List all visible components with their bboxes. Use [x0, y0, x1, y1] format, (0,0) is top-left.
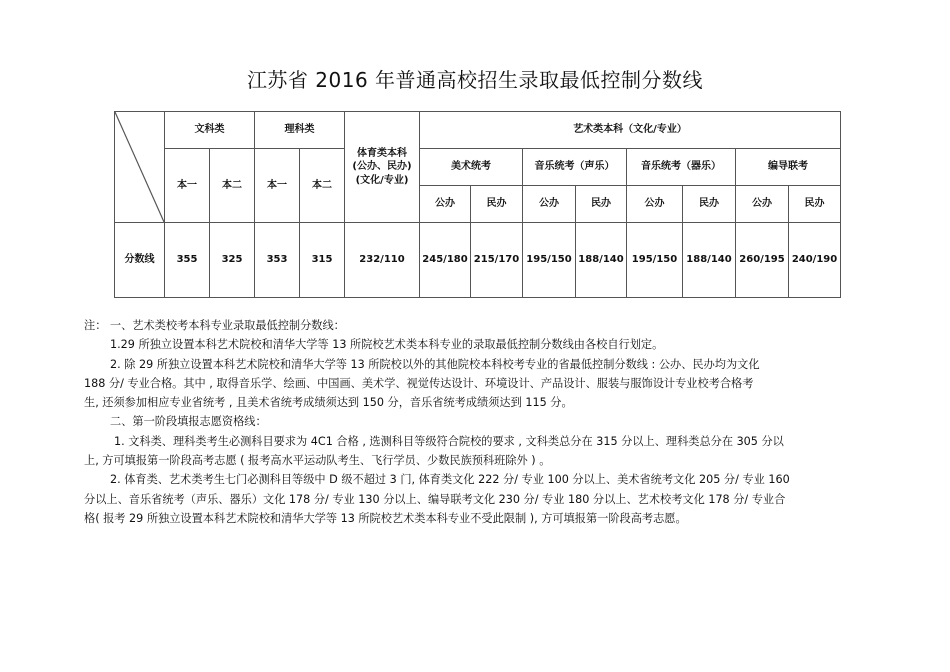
header-gongban: 公办 — [627, 186, 683, 223]
score-table — [114, 111, 840, 297]
header-yishu: 艺术类本科（文化/专业） — [420, 112, 841, 149]
score-cell: 355 — [165, 223, 210, 298]
header-wenke: 文科类 — [165, 112, 255, 149]
header-like-ben1: 本一 — [255, 149, 300, 223]
note-item: 188 分/ 专业合格。其中 , 取得音乐学、绘画、中国画、美术学、视觉传达设计、环境设计、产品设计、服装与服饰设计专业校考合格考 — [84, 376, 754, 390]
header-yinyue-shengyue: 音乐统考（声乐） — [523, 149, 627, 186]
note-item: 分以上、音乐省统考（声乐、器乐）文化 178 分/ 专业 130 分以上、编导联考文化 230 分/ 专业 180 分以上、艺术校考文化 178 分/ 专业合 — [84, 492, 786, 506]
note-item: 1.29 所独立设置本科艺术院校和清华大学等 13 所院校艺术类本科专业的录取最低控制分数线由各校自行划定。 — [110, 338, 664, 352]
header-minban: 民办 — [683, 186, 736, 223]
header-like: 理科类 — [255, 112, 345, 149]
score-cell: 240/190 — [789, 223, 841, 298]
score-cell: 315 — [300, 223, 345, 298]
header-like-ben2: 本二 — [300, 149, 345, 223]
header-tiyu: 体育类本科 (公办、民办) (文化/专业) — [345, 112, 420, 223]
score-cell: 353 — [255, 223, 300, 298]
note-item: 2. 除 29 所独立设置本科艺术院校和清华大学等 13 所院校以外的其他院校本科校考专业的省最低控制分数线 : 公办、民办均为文化 — [110, 357, 760, 371]
score-cell: 260/195 — [736, 223, 789, 298]
note-heading-art: 注： 一、艺术类校考本科专业录取最低控制分数线： — [84, 319, 345, 332]
page-title: 江苏省 2016 年普通高校招生录取最低控制分数线 — [246, 68, 704, 92]
header-gongban: 公办 — [523, 186, 576, 223]
header-minban: 民办 — [576, 186, 627, 223]
score-cell: 325 — [210, 223, 255, 298]
score-cell: 188/140 — [576, 223, 627, 298]
header-meishu: 美术统考 — [420, 149, 523, 186]
header-gongban: 公办 — [420, 186, 471, 223]
row-label-fenshuxian: 分数线 — [115, 223, 165, 298]
note-heading-qualification: 二、第一阶段填报志愿资格线： — [110, 415, 267, 429]
note-item: 1. 文科类、理科类考生必测科目要求为 4C1 合格 , 选测科目等级符合院校的要求 , 文科类总分在 315 分以上、理科类总分在 305 分以 — [114, 434, 784, 448]
header-wenke-ben2: 本二 — [210, 149, 255, 223]
score-cell: 245/180 — [420, 223, 471, 298]
note-item: 生, 还须参加相应专业省统考 , 且美术省统考成绩须达到 150 分，音乐省统考成绩须达到 115 分。 — [84, 396, 573, 410]
score-cell: 215/170 — [471, 223, 523, 298]
header-wenke-ben1: 本一 — [165, 149, 210, 223]
note-item: 格( 报考 29 所独立设置本科艺术院校和清华大学等 13 所院校艺术类本科专业不受此限制 ), 方可填报第一阶段高考志愿。 — [84, 511, 687, 525]
header-biandao: 编导联考 — [736, 149, 841, 186]
note-item: 上, 方可填报第一阶段高考志愿 ( 报考高水平运动队考生、飞行学员、少数民族预科班除外 ) 。 — [84, 454, 551, 468]
header-yinyue-qiyue: 音乐统考（器乐） — [627, 149, 736, 186]
header-minban: 民办 — [789, 186, 841, 223]
score-cell: 188/140 — [683, 223, 736, 298]
diagonal-line — [115, 112, 164, 222]
score-cell: 195/150 — [627, 223, 683, 298]
notes-section — [84, 316, 892, 528]
header-minban: 民办 — [471, 186, 523, 223]
score-cell: 232/110 — [345, 223, 420, 298]
score-cell: 195/150 — [523, 223, 576, 298]
header-gongban: 公办 — [736, 186, 789, 223]
diagonal-header-cell — [115, 112, 165, 223]
note-item: 2. 体育类、艺术类考生七门必测科目等级中 D 级不超过 3 门, 体育类文化 222 分/ 专业 100 分以上、美术省统考文化 205 分/ 专业 160 — [110, 473, 790, 487]
